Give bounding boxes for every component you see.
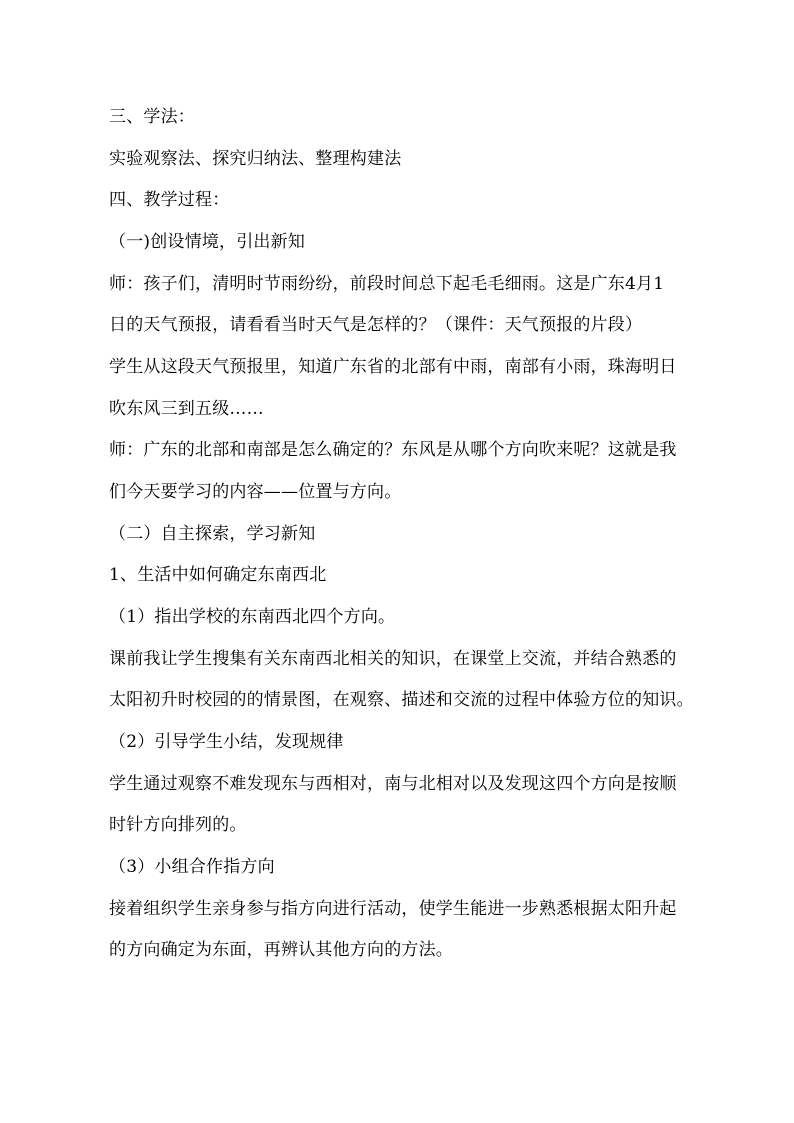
numbered-heading: 1、生活中如何确定东南西北: [109, 565, 327, 585]
section-heading-teaching-process: 四、教学过程：: [109, 190, 230, 210]
paragraph-line: 的方向确定为东面，再辨认其他方向的方法。: [109, 940, 453, 960]
numbered-item: （2）引导学生小结，发现规律: [109, 732, 344, 752]
numbered-item: （3）小组合作指方向: [109, 857, 275, 877]
paragraph-line: 吹东风三到五级……: [109, 399, 264, 419]
paragraph-line: 们今天要学习的内容——位置与方向。: [109, 482, 402, 502]
paragraph-line: 时针方向排列的。: [109, 815, 247, 835]
paragraph-line: 学生从这段天气预报里，知道广东省的北部有中雨，南部有小雨，珠海明日: [109, 357, 677, 377]
subsection-heading: （二）自主探索，学习新知: [109, 524, 316, 544]
paragraph-line: 学生通过观察不难发现东与西相对，南与北相对以及发现这四个方向是按顺: [109, 774, 677, 794]
numbered-item: （1）指出学校的东南西北四个方向。: [109, 607, 396, 627]
paragraph-line: 接着组织学生亲身参与指方向进行活动，使学生能进一步熟悉根据太阳升起: [109, 899, 677, 919]
subsection-heading: （一)创设情境，引出新知: [109, 232, 306, 252]
paragraph-line: 课前我让学生搜集有关东南西北相关的知识，在课堂上交流，并结合熟悉的: [109, 649, 677, 669]
section-heading-study-method: 三、学法：: [109, 107, 195, 127]
paragraph-line: 师：广东的北部和南部是怎么确定的？东风是从哪个方向吹来呢？这就是我: [109, 440, 677, 460]
paragraph-line: 日的天气预报，请看看当时天气是怎样的？（课件：天气预报的片段）: [109, 315, 643, 335]
paragraph-line: 实验观察法、探究归纳法、整理构建法: [109, 149, 402, 169]
paragraph-line: 师：孩子们，清明时节雨纷纷，前段时间总下起毛毛细雨。这是广东4月1: [109, 274, 665, 294]
paragraph-line: 太阳初升时校园的的情景图，在观察、描述和交流的过程中体验方位的知识。: [109, 690, 694, 710]
